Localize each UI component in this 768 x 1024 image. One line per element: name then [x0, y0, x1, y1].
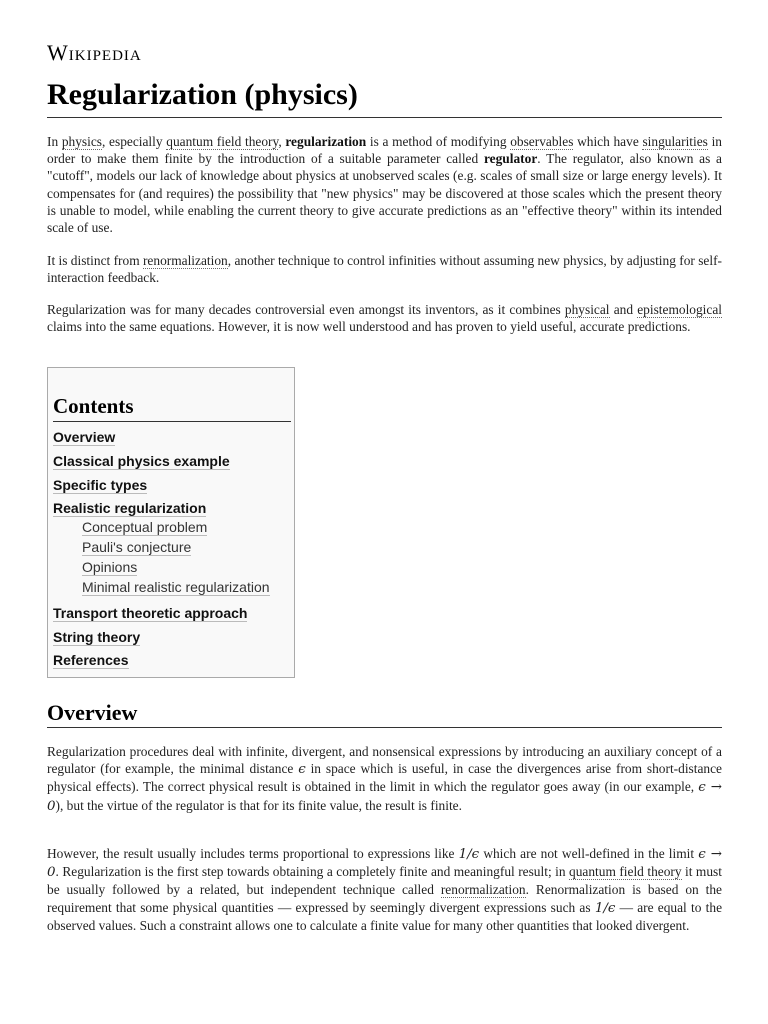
intro-paragraph-1: [47, 133, 722, 236]
text: which have: [573, 134, 643, 149]
math-epsilon: ϵ: [298, 762, 306, 778]
text: ), but the virtue of the regulator is that for its finite value, the result is finite.: [55, 797, 462, 813]
intro-paragraph-2: [47, 252, 722, 286]
toc-item-realistic-regularization[interactable]: Realistic regularization: [53, 500, 207, 516]
text: . Renormalization is based on the requirement that some physical quantities — expressed by seemingly divergent expressions such as: [47, 882, 723, 915]
section-divider: [47, 727, 722, 728]
text: In: [47, 134, 62, 149]
wikipedia-logo[interactable]: Wikipedia: [47, 40, 142, 65]
text: Regularization was for many decades controversial even amongst its inventors, as it combines: [47, 302, 565, 317]
text: is a method of modifying: [366, 134, 511, 149]
math-one-over-epsilon: 1/ϵ: [594, 900, 616, 916]
link-epistemological[interactable]: epistemological: [637, 302, 723, 317]
toc-item-conceptual-problem[interactable]: Conceptual problem: [82, 519, 208, 535]
toc-item-specific-types[interactable]: Specific types: [53, 477, 148, 493]
text: However, the result usually includes terms proportional to expressions like: [47, 846, 459, 861]
toc-title: Contents: [53, 394, 134, 418]
intro-paragraph-3: [47, 301, 722, 335]
math-limit: ϵ → 0: [47, 847, 723, 881]
toc-item-paulis-conjecture[interactable]: Pauli's conjecture: [82, 539, 192, 555]
toc-item-references[interactable]: References: [53, 652, 129, 668]
toc-item-classical-physics-example[interactable]: Classical physics example: [53, 453, 230, 469]
link-renormalization[interactable]: renormalization: [440, 882, 526, 898]
link-observables[interactable]: observables: [510, 134, 574, 149]
text: and: [609, 302, 638, 317]
toc-item-string-theory[interactable]: String theory: [53, 629, 141, 645]
link-renormalization[interactable]: renormalization: [142, 253, 228, 268]
text: it must be usually followed by a related, but independent technique called: [47, 864, 722, 898]
toc-item-overview[interactable]: Overview: [53, 429, 116, 445]
toc-divider: [53, 421, 291, 422]
link-physical[interactable]: physical: [564, 302, 610, 317]
link-singularities[interactable]: singularities: [642, 134, 708, 149]
math-limit: ϵ → 0: [47, 780, 722, 814]
text: — are equal to the observed values. Such a constraint allows one to calculate a finite value for many other quantities that looked divergent.: [47, 899, 723, 933]
overview-paragraph-1: [47, 743, 722, 815]
link-physics[interactable]: physics: [61, 134, 103, 149]
math-one-over-epsilon: 1/ϵ: [458, 847, 480, 862]
bold-term-regulator: regulator: [483, 151, 538, 167]
text: It is distinct from: [47, 253, 143, 268]
text: , another technique to control infinities without assuming new physics, by adjusting for self-interaction feedback.: [47, 253, 723, 286]
section-heading-overview: Overview: [47, 700, 138, 725]
text: . The regulator, also known as a "cutoff", models our lack of knowledge about physics at unobserved scales (e.g. scales of small size or large energy levels). It compensates for (and requires) the possibility that "new physics" may be discovered at those scales which the present theory is unable to model, while enabling the current theory to give accurate predictions as an "effective theory" within its intended scale of use.: [47, 151, 722, 236]
text: . Regularization is the first step towards obtaining a completely finite and meaningful result; in: [55, 864, 570, 880]
link-quantum-field-theory[interactable]: quantum field theory: [569, 864, 682, 880]
page-title: Regularization (physics): [47, 78, 358, 111]
toc-item-opinions[interactable]: Opinions: [82, 559, 138, 575]
overview-paragraph-2: [47, 845, 722, 934]
text: , especially: [102, 134, 167, 149]
text: which are not well-defined in the limit: [479, 846, 699, 861]
table-of-contents: [47, 367, 295, 678]
text: in order to make them finite by the introduction of a suitable parameter called: [47, 134, 722, 167]
text: Regularization procedures deal with infinite, divergent, and nonsensical expressions by introducing an auxiliary concept of a regulator (for example, the minimal distance: [47, 744, 722, 777]
toc-item-transport-theoretic-approach[interactable]: Transport theoretic approach: [53, 605, 248, 621]
title-divider: [47, 117, 722, 118]
text: ,: [278, 134, 286, 149]
toc-item-minimal-realistic-regularization[interactable]: Minimal realistic regularization: [82, 579, 270, 595]
link-quantum-field-theory[interactable]: quantum field theory: [166, 134, 279, 149]
text: claims into the same equations. However, it is now well understood and has proven to yield useful, accurate predictions.: [47, 319, 691, 335]
bold-term-regularization: regularization: [285, 134, 367, 149]
text: in space which is useful, in case the divergences arise from short-distance physical effects). The correct physical result is obtained in the limit in which the regulator goes away (in our example,: [47, 761, 723, 795]
